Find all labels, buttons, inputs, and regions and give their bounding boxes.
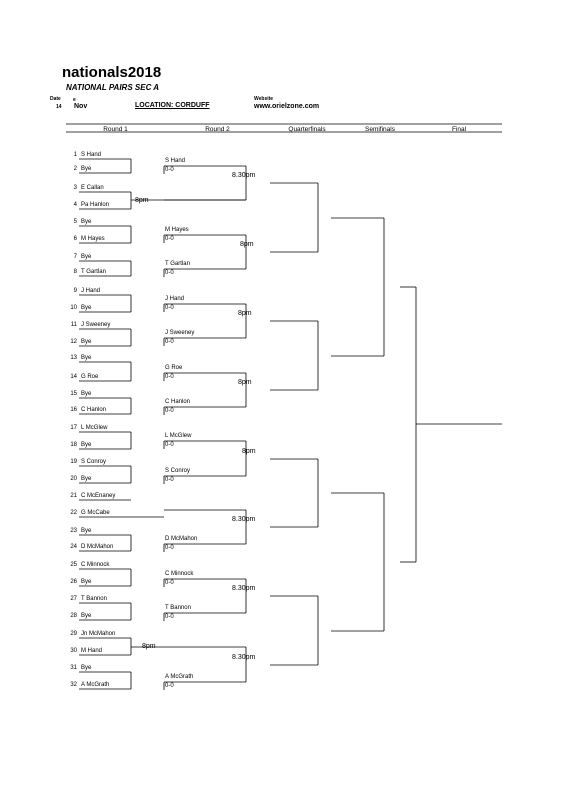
round2-name: D McMahon: [165, 536, 198, 542]
entry-name: L McGlew: [81, 425, 108, 431]
entry-number: 25: [70, 562, 77, 568]
round2-score: 0-0: [165, 545, 174, 551]
round2-time: 8.30pm: [232, 172, 256, 179]
column-header-final: Final: [451, 126, 467, 133]
round2-time: 8pm: [238, 310, 252, 317]
entry-number: 32: [70, 682, 77, 688]
round2-name: S Hand: [165, 158, 186, 164]
entry-number: 31: [70, 665, 77, 671]
website-label: Website: [254, 96, 274, 102]
entry-number: 23: [70, 528, 77, 534]
entry-number: 7: [73, 254, 77, 260]
entry-name: Pa Hanlon: [81, 202, 110, 208]
entry-name: Bye: [81, 254, 92, 260]
entry-number: 1: [73, 152, 77, 158]
entry-number: 8: [73, 269, 77, 275]
round2-name: T Bannon: [165, 605, 191, 611]
column-header-quarterfinals: Quarterfinals: [288, 126, 326, 133]
round2-score: 0-0: [165, 270, 174, 276]
round2-name: S Conroy: [165, 468, 191, 474]
round2-time: 8pm: [242, 448, 256, 455]
round2-name: J Hand: [165, 296, 185, 302]
date-month: Nov: [74, 103, 88, 110]
round2-score: 0-0: [165, 442, 174, 448]
entry-number: 12: [70, 339, 77, 345]
round2-time: 8pm: [240, 241, 254, 248]
entry-name: S Hand: [81, 152, 102, 158]
location: LOCATION: CORDUFF: [135, 102, 210, 109]
entry-name: Bye: [81, 391, 92, 397]
entry-number: 22: [70, 510, 77, 516]
round2-time: 8.30pm: [232, 585, 256, 592]
entry-name: Bye: [81, 528, 92, 534]
round2-time: 8.30pm: [232, 516, 256, 523]
entry-number: 15: [70, 391, 77, 397]
entry-number: 27: [70, 596, 77, 602]
entry-name: Bye: [81, 476, 92, 482]
entry-name: C McEnaney: [81, 493, 116, 499]
entry-name: Bye: [81, 579, 92, 585]
entry-name: M Hayes: [81, 236, 105, 242]
round1-time: 8pm: [135, 197, 149, 204]
entry-number: 10: [70, 305, 77, 311]
entry-name: Bye: [81, 339, 92, 345]
entry-name: Bye: [81, 665, 92, 671]
round2-name: C Hanlon: [165, 399, 191, 405]
entry-number: 30: [70, 648, 77, 654]
round2-name: T Gartlan: [165, 261, 190, 267]
entry-name: Bye: [81, 442, 92, 448]
round2-score: 0-0: [165, 339, 174, 345]
round2-name: L McGlew: [165, 433, 192, 439]
date-label: Date: [50, 96, 61, 102]
column-header-round1: Round 1: [103, 126, 128, 133]
round2-score: 0-0: [165, 580, 174, 586]
round2-score: 0-0: [165, 408, 174, 414]
entry-number: 2: [73, 166, 77, 172]
entry-number: 9: [73, 288, 77, 294]
entry-number: 4: [73, 202, 77, 208]
round2-name: G Roe: [165, 365, 183, 371]
entry-name: C Minnock: [81, 562, 110, 568]
entry-number: 20: [70, 476, 77, 482]
round2-score: 0-0: [165, 167, 174, 173]
entry-number: 5: [73, 219, 77, 225]
entry-number: 17: [70, 425, 77, 431]
entry-name: Jn McMahon: [81, 631, 116, 637]
entry-name: C Hanlon: [81, 407, 107, 413]
page-title: nationals2018: [62, 64, 162, 81]
entry-number: 19: [70, 459, 77, 465]
round2-time: 8pm: [238, 379, 252, 386]
entry-number: 29: [70, 631, 77, 637]
entry-name: E Callan: [81, 185, 104, 191]
entry-number: 13: [70, 355, 77, 361]
entry-number: 26: [70, 579, 77, 585]
entry-name: S Conroy: [81, 459, 107, 465]
entry-number: 16: [70, 407, 77, 413]
round2-name: C Minnock: [165, 571, 194, 577]
entry-number: 11: [70, 322, 77, 328]
date-day: 14: [56, 104, 62, 110]
round2-name: J Sweeney: [165, 330, 195, 336]
round2-score: 0-0: [165, 683, 174, 689]
entry-name: Bye: [81, 305, 92, 311]
round2-score: 0-0: [165, 305, 174, 311]
round2-name: M Hayes: [165, 227, 189, 233]
page-subtitle: NATIONAL PAIRS SEC A: [66, 83, 160, 92]
entry-name: G Roe: [81, 374, 99, 380]
entry-number: 21: [70, 493, 77, 499]
entry-number: 18: [70, 442, 77, 448]
entry-name: Bye: [81, 219, 92, 225]
round2-score: 0-0: [165, 236, 174, 242]
column-header-semifinals: Semifinals: [365, 126, 395, 133]
round2-score: 0-0: [165, 477, 174, 483]
entry-name: D McMahon: [81, 544, 114, 550]
date-e: e: [73, 97, 76, 103]
entry-name: G McCabe: [81, 510, 110, 516]
column-header-round2: Round 2: [205, 126, 230, 133]
round2-name: A McGrath: [165, 674, 194, 680]
entry-number: 24: [70, 544, 77, 550]
round1-time: 8pm: [142, 643, 156, 650]
website-link[interactable]: www.orielzone.com: [254, 103, 320, 110]
entry-name: M Hand: [81, 648, 103, 654]
entry-name: Bye: [81, 613, 92, 619]
entry-number: 14: [70, 374, 77, 380]
entry-number: 28: [70, 613, 77, 619]
entry-name: A McGrath: [81, 682, 110, 688]
entry-name: Bye: [81, 166, 92, 172]
entry-number: 6: [73, 236, 77, 242]
entry-name: T Bannon: [81, 596, 107, 602]
entry-number: 3: [73, 185, 77, 191]
entry-name: T Gartlan: [81, 269, 106, 275]
entry-name: Bye: [81, 355, 92, 361]
round2-time: 8.30pm: [232, 654, 256, 661]
entry-name: J Hand: [81, 288, 101, 294]
round2-score: 0-0: [165, 374, 174, 380]
entry-name: J Sweeney: [81, 322, 111, 328]
round2-score: 0-0: [165, 614, 174, 620]
